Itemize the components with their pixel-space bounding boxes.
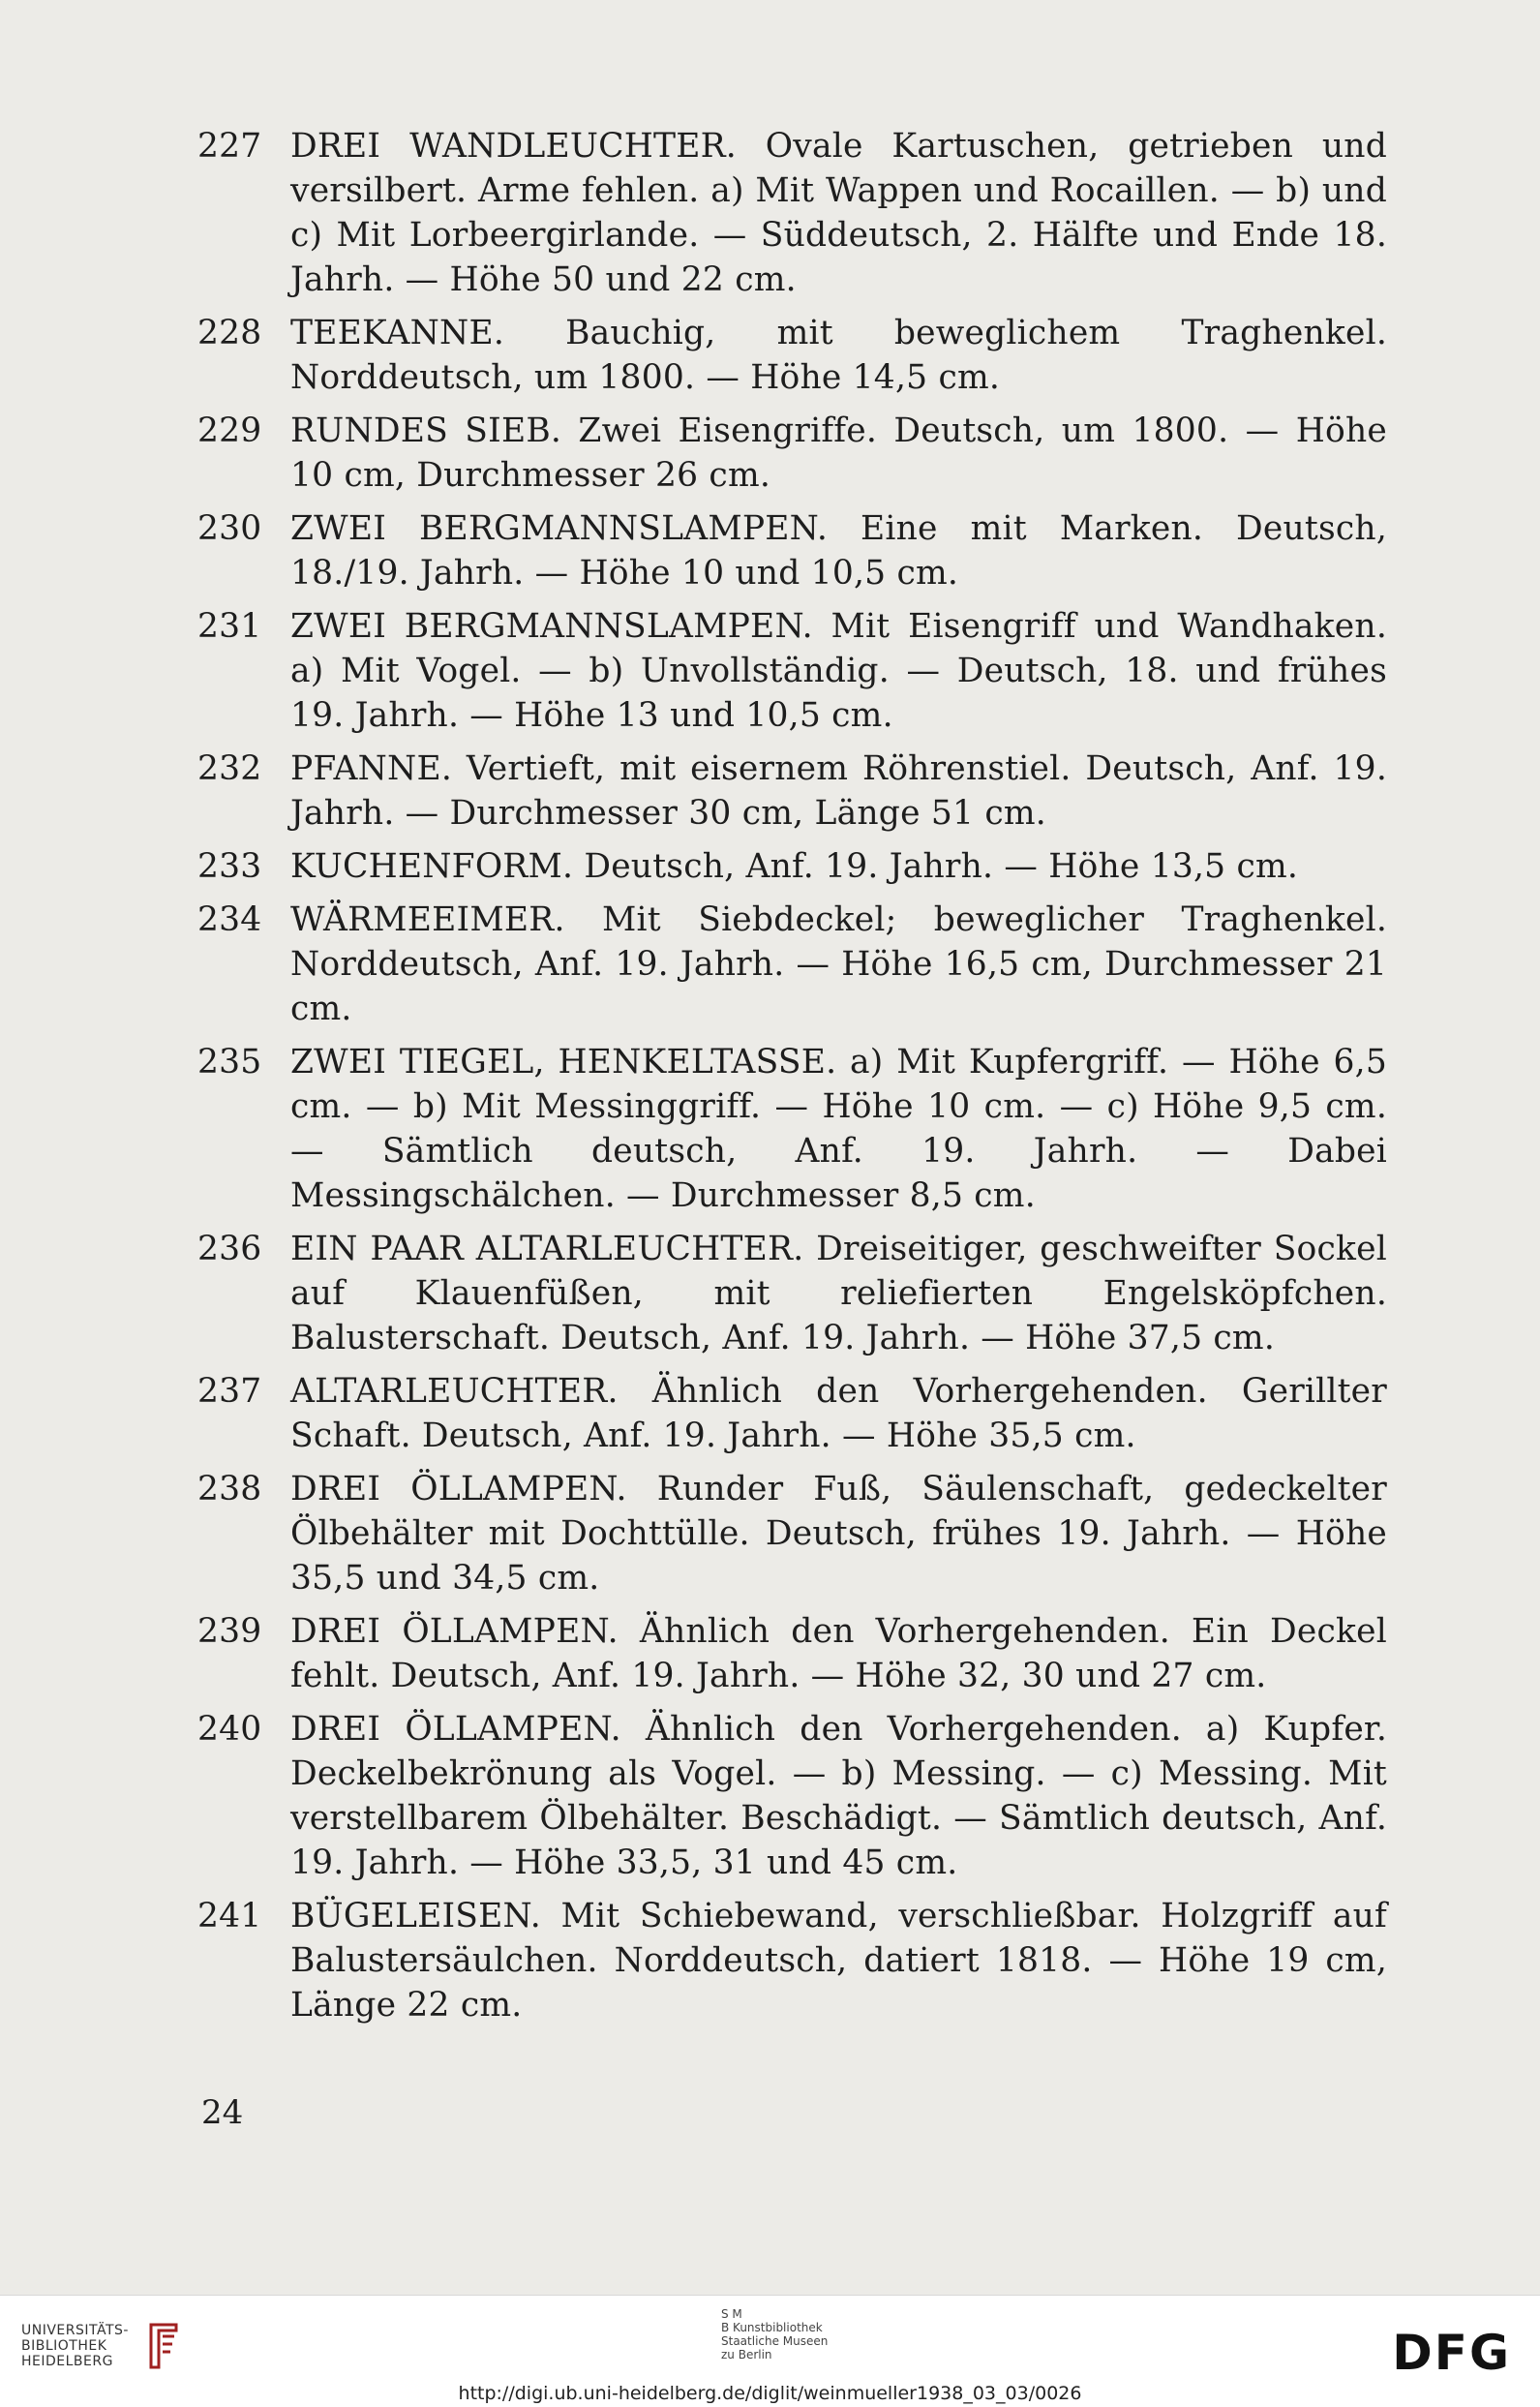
entry-number: 240 — [197, 1710, 262, 1749]
catalog-entry — [0, 1227, 1540, 1360]
entry-number: 234 — [197, 900, 262, 939]
catalog-entry — [0, 1369, 1540, 1458]
entry-number: 227 — [197, 127, 262, 166]
catalog-entry — [0, 844, 1540, 889]
entry-description: TEEKANNE. Bauchig, mit beweglichem Traghenkel. Norddeutsch, um 1800. — Höhe 14,5 cm. — [290, 314, 1387, 397]
catalog-entry — [0, 898, 1540, 1031]
entry-number: 233 — [197, 847, 262, 886]
uni-logo-line: UNIVERSITÄTS- — [21, 2323, 129, 2338]
entry-description: EIN PAAR ALTARLEUCHTER. Dreiseitiger, geschweifter Sockel auf Klauenfüßen, mit reliefierten Engelsköpfchen. Balusterschaft. Deutsch, Anf. 19. Jahrh. — Höhe 37,5 cm. — [290, 1230, 1387, 1357]
university-library-logo[interactable] — [21, 2323, 129, 2369]
entry-number: 229 — [197, 411, 262, 450]
stamp-line: Staatliche Museen — [721, 2334, 829, 2348]
catalog-entry — [0, 311, 1540, 400]
entry-description: ALTARLEUCHTER. Ähnlich den Vorhergehenden. Gerillter Schaft. Deutsch, Anf. 19. Jahrh. — Höhe 35,5 cm. — [290, 1372, 1387, 1455]
entry-number: 235 — [197, 1043, 262, 1082]
stamp-line: B Kunstbibliothek — [721, 2321, 823, 2334]
catalog-entry — [0, 1609, 1540, 1698]
university-mark-icon — [147, 2321, 180, 2371]
entry-number: 238 — [197, 1470, 262, 1508]
entry-number: 232 — [197, 749, 262, 788]
catalog-entries — [0, 124, 1540, 2036]
entry-description: PFANNE. Vertieft, mit eisernem Röhrenstiel. Deutsch, Anf. 19. Jahrh. — Durchmesser 30 cm, Länge 51 cm. — [290, 749, 1387, 833]
entry-description: DREI ÖLLAMPEN. Runder Fuß, Säulenschaft, gedeckelter Ölbehälter mit Dochttülle. Deutsch, frühes 19. Jahrh. — Höhe 35,5 und 34,5 cm. — [290, 1470, 1387, 1598]
catalog-entry — [0, 1467, 1540, 1600]
catalog-entry — [0, 1040, 1540, 1218]
catalog-entry — [0, 1707, 1540, 1885]
entry-description: RUNDES SIEB. Zwei Eisengriffe. Deutsch, um 1800. — Höhe 10 cm, Durchmesser 26 cm. — [290, 411, 1387, 495]
stamp-line: zu Berlin — [721, 2348, 772, 2361]
catalog-entry — [0, 746, 1540, 836]
permalink-url[interactable]: http://digi.ub.uni-heidelberg.de/diglit/weinmueller1938_03_03/0026 — [458, 2383, 1082, 2404]
entry-number: 228 — [197, 314, 262, 352]
entry-description: DREI ÖLLAMPEN. Ähnlich den Vorhergehenden. Ein Deckel fehlt. Deutsch, Anf. 19. Jahrh. — Höhe 32, 30 und 27 cm. — [290, 1612, 1387, 1695]
viewer-footer — [0, 2295, 1540, 2407]
entry-description: WÄRMEEIMER. Mit Siebdeckel; beweglicher Traghenkel. Norddeutsch, Anf. 19. Jahrh. — Höhe 16,5 cm, Durchmesser 21 cm. — [290, 900, 1387, 1028]
catalog-entry — [0, 1894, 1540, 2027]
catalog-entry — [0, 506, 1540, 595]
entry-description: ZWEI BERGMANNSLAMPEN. Eine mit Marken. Deutsch, 18./19. Jahrh. — Höhe 10 und 10,5 cm. — [290, 509, 1387, 593]
page-number: 24 — [201, 2093, 244, 2132]
entry-number: 231 — [197, 607, 262, 646]
library-stamp — [721, 2307, 828, 2361]
entry-description: KUCHENFORM. Deutsch, Anf. 19. Jahrh. — Höhe 13,5 cm. — [290, 847, 1299, 886]
entry-number: 230 — [197, 509, 262, 548]
entry-number: 236 — [197, 1230, 262, 1268]
entry-number: 239 — [197, 1612, 262, 1651]
dfg-logo[interactable]: DFG — [1392, 2325, 1511, 2381]
stamp-line: S M — [721, 2307, 742, 2321]
catalog-entry — [0, 604, 1540, 738]
entry-number: 237 — [197, 1372, 262, 1411]
entry-number: 241 — [197, 1897, 262, 1935]
entry-description: DREI WANDLEUCHTER. Ovale Kartuschen, getrieben und versilbert. Arme fehlen. a) Mit Wappen und Rocaillen. — b) und c) Mit Lorbeergirlande. — Süddeutsch, 2. Hälfte und Ende 18. Jahrh. — Höhe 50 und 22 cm. — [290, 127, 1387, 299]
uni-logo-line: HEIDELBERG — [21, 2354, 113, 2369]
entry-description: ZWEI BERGMANNSLAMPEN. Mit Eisengriff und Wandhaken. a) Mit Vogel. — b) Unvollständig. — Deutsch, 18. und frühes 19. Jahrh. — Höhe 13 und 10,5 cm. — [290, 607, 1387, 735]
entry-description: BÜGELEISEN. Mit Schiebewand, verschließbar. Holzgriff auf Balustersäulchen. Norddeutsch, datiert 1818. — Höhe 19 cm, Länge 22 cm. — [290, 1897, 1387, 2025]
entry-description: DREI ÖLLAMPEN. Ähnlich den Vorhergehenden. a) Kupfer. Deckelbekrönung als Vogel. — b) Messing. — c) Messing. Mit verstellbarem Ölbehälter. Beschädigt. — Sämtlich deutsch, Anf. 19. Jahrh. — Höhe 33,5, 31 und 45 cm. — [290, 1710, 1387, 1882]
catalog-entry — [0, 409, 1540, 498]
catalog-entry — [0, 124, 1540, 302]
entry-description: ZWEI TIEGEL, HENKELTASSE. a) Mit Kupfergriff. — Höhe 6,5 cm. — b) Mit Messinggriff. — Höhe 10 cm. — c) Höhe 9,5 cm. — Sämtlich deutsch, Anf. 19. Jahrh. — Dabei Messingschälchen. — Durchmesser 8,5 cm. — [290, 1043, 1387, 1215]
uni-logo-line: BIBLIOTHEK — [21, 2338, 107, 2354]
